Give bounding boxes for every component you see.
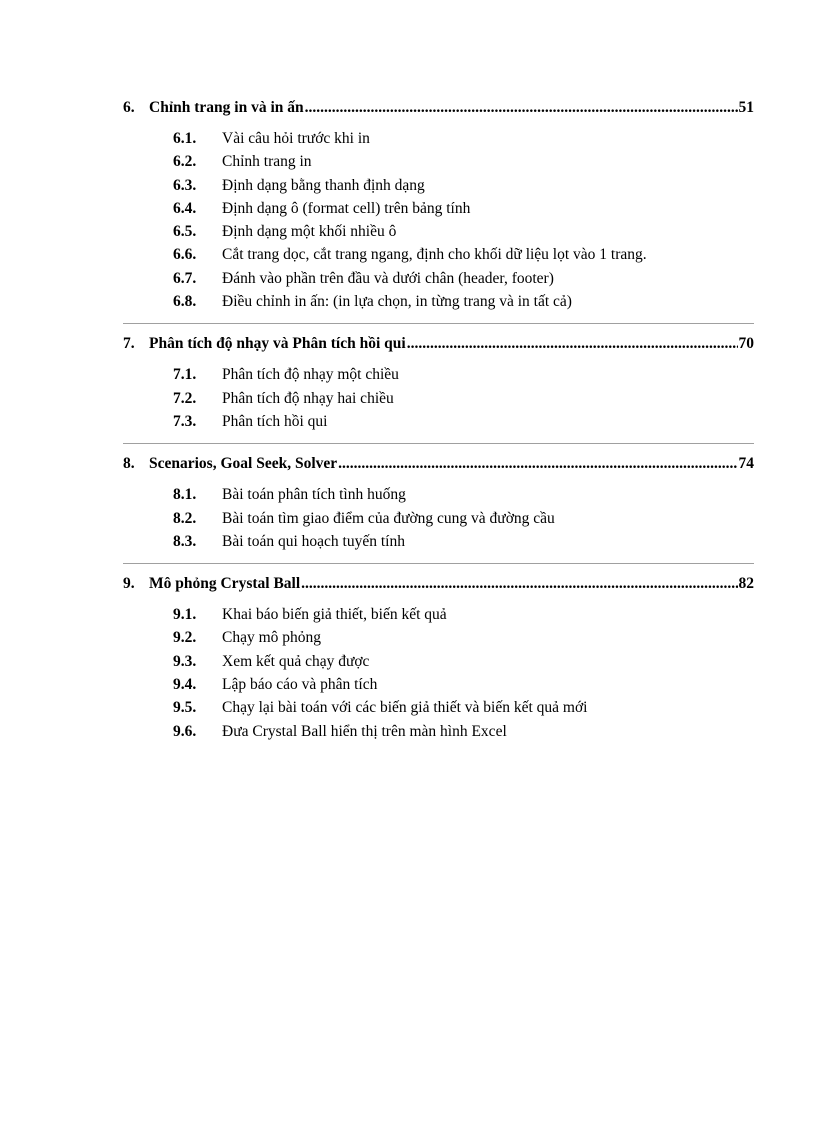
section-number: 8.2. [173,509,197,527]
toc-section-entry[interactable] [123,626,754,649]
dot-leader [338,454,737,474]
chapter-number: 9. [123,575,135,593]
section-title: Chạy mô phỏng [222,629,322,647]
section-number: 6.5. [173,223,197,241]
section-list [123,363,754,444]
toc-section-entry[interactable] [123,530,754,553]
chapter-title: Chỉnh trang in và in ấn [149,99,304,116]
section-title: Đưa Crystal Ball hiển thị trên màn hình Excel [222,722,507,740]
section-title: Điều chỉnh in ấn: (in lựa chọn, in từng trang và in tất cả) [222,293,572,311]
section-number: 6.4. [173,199,197,217]
dot-leader [301,574,737,594]
section-number: 8.1. [173,486,197,504]
section-title: Đánh vào phần trên đầu và dưới chân (header, footer) [222,269,554,287]
chapter-page-number: 82 [738,575,754,593]
chapter-page-number: 74 [738,455,754,473]
toc-chapter-entry[interactable] [123,564,754,594]
section-title: Lập báo cáo và phân tích [222,676,378,694]
toc-section-entry[interactable] [123,290,754,313]
section-title: Bài toán phân tích tình huống [222,486,406,504]
section-number: 7.2. [173,389,197,407]
section-title: Chạy lại bài toán với các biến giả thiết và biến kết quả mới [222,699,588,717]
section-title: Định dạng bằng thanh định dạng [222,176,425,194]
section-number: 6.8. [173,293,197,311]
chapter-title: Scenarios, Goal Seek, Solver [149,455,338,473]
toc-section-entry[interactable] [123,720,754,743]
toc-section-entry[interactable] [123,603,754,626]
toc-section-entry[interactable] [123,507,754,530]
section-number: 7.1. [173,366,197,384]
section-number: 9.4. [173,676,197,694]
section-title: Vài câu hỏi trước khi in [222,130,370,147]
dot-leader [407,334,738,354]
toc-section-entry[interactable] [123,410,754,433]
toc-section-entry[interactable] [123,267,754,290]
chapter-title: Mô phỏng Crystal Ball [149,575,301,593]
section-title: Chỉnh trang in [222,153,312,171]
section-number: 9.1. [173,606,197,624]
section-title: Phân tích hồi qui [222,412,328,430]
toc-chapter-entry[interactable] [123,444,754,474]
toc-section-entry[interactable] [123,696,754,719]
section-title: Phân tích độ nhạy một chiều [222,366,399,384]
toc-chapter [123,564,754,753]
section-list [123,127,754,324]
section-number: 9.5. [173,699,197,717]
toc-chapter-entry[interactable] [123,324,754,354]
toc-chapter-entry[interactable] [123,98,754,118]
chapter-page-number: 70 [738,335,754,353]
chapter-number: 6. [123,99,135,116]
section-number: 6.6. [173,246,197,264]
section-number: 7.3. [173,412,197,430]
toc-section-entry[interactable] [123,673,754,696]
section-number: 6.1. [173,130,197,147]
section-number: 6.3. [173,176,197,194]
table-of-contents [123,98,754,753]
toc-section-entry[interactable] [123,127,754,150]
section-title: Định dạng ô (format cell) trên bảng tính [222,199,471,217]
section-number: 6.2. [173,153,197,171]
section-title: Định dạng một khối nhiều ô [222,223,397,241]
chapter-title: Phân tích độ nhạy và Phân tích hồi qui [149,335,406,353]
toc-section-entry[interactable] [123,650,754,673]
toc-chapter [123,98,754,324]
toc-section-entry[interactable] [123,243,754,266]
section-number: 9.6. [173,722,197,740]
toc-section-entry[interactable] [123,197,754,220]
section-list [123,483,754,564]
section-number: 6.7. [173,269,197,287]
dot-leader [305,98,738,118]
toc-section-entry[interactable] [123,387,754,410]
section-title: Cắt trang dọc, cắt trang ngang, định cho khối dữ liệu lọt vào 1 trang. [222,246,647,264]
section-number: 8.3. [173,532,197,550]
section-number: 9.3. [173,652,197,670]
toc-section-entry[interactable] [123,150,754,173]
chapter-number: 7. [123,335,135,353]
section-title: Xem kết quả chạy được [222,652,370,670]
section-list [123,603,754,753]
section-title: Phân tích độ nhạy hai chiều [222,389,394,407]
section-title: Bài toán qui hoạch tuyến tính [222,532,405,550]
chapter-page-number: 51 [738,99,754,116]
toc-section-entry[interactable] [123,220,754,243]
toc-section-entry[interactable] [123,174,754,197]
section-title: Bài toán tìm giao điểm của đường cung và đường cầu [222,509,555,527]
toc-section-entry[interactable] [123,363,754,386]
section-title: Khai báo biến giả thiết, biến kết quả [222,606,447,624]
toc-chapter [123,444,754,564]
toc-chapter [123,324,754,444]
chapter-number: 8. [123,455,135,473]
toc-section-entry[interactable] [123,483,754,506]
section-number: 9.2. [173,629,197,647]
